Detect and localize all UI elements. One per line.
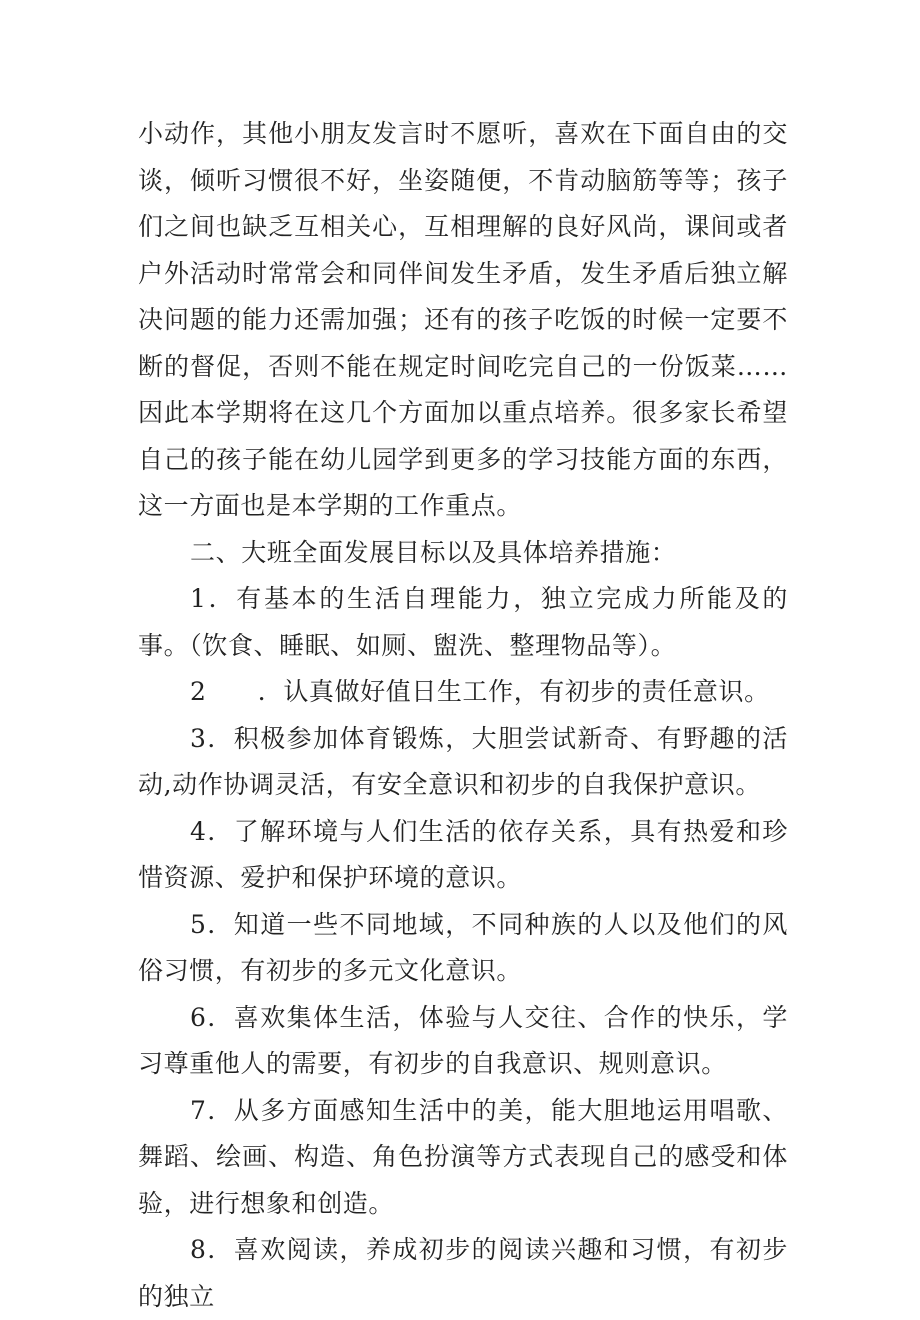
goal-number: 7 — [190, 1095, 207, 1125]
goal-number: 3 — [190, 723, 207, 753]
goal-text: ．有基本的生活自理能力，独立完成力所能及的事。（饮食、睡眠、如厕、盥洗、整理物品等）。 — [138, 584, 788, 660]
goal-text: ．了解环境与人们生活的依存关系，具有热爱和珍惜资源、爱护和保护环境的意识。 — [138, 816, 788, 892]
goal-number: 1 — [190, 584, 207, 613]
goal-number: 5 — [190, 909, 207, 939]
goal-number: 2 — [190, 677, 207, 706]
goal-number: 8 — [190, 1235, 207, 1264]
section-heading: 二、大班全面发展目标以及具体培养措施： — [190, 537, 677, 567]
goal-item-6 — [138, 995, 788, 1088]
goal-text: ．知道一些不同地域，不同种族的人以及他们的风俗习惯，有初步的多元文化意识。 — [138, 909, 788, 985]
goal-item-2 — [138, 669, 788, 716]
goal-text: ．从多方面感知生活中的美，能大胆地运用唱歌、舞蹈、绘画、构造、角色扮演等方式表现自己的感受和体验，进行想象和创造。 — [138, 1095, 788, 1218]
goal-number: 4 — [190, 816, 207, 846]
goal-text: ．喜欢集体生活，体验与人交往、合作的快乐，学习尊重他人的需要，有初步的自我意识、规则意识。 — [138, 1002, 788, 1078]
goal-item-7 — [138, 1088, 788, 1228]
goal-item-8 — [138, 1227, 788, 1320]
goal-text: ．认真做好值日生工作，有初步的责任意识。 — [206, 677, 770, 706]
goal-text: ．喜欢阅读，养成初步的阅读兴趣和习惯，有初步的独立 — [138, 1235, 788, 1311]
goal-number: 6 — [190, 1002, 207, 1032]
goal-item-1 — [138, 576, 788, 669]
intro-paragraph: 小动作，其他小朋友发言时不愿听，喜欢在下面自由的交谈，倾听习惯很不好，坐姿随便，不肯动脑筋等等；孩子们之间也缺乏互相关心，互相理解的良好风尚，课间或者户外活动时常常会和同伴间发生矛盾，发生矛盾后独立解决问题的能力还需加强；还有的孩子吃饭的时候一定要不断的督促，否则不能在规定时间吃完自己的一份饭菜……因此本学期将在这几个方面加以重点培养。很多家长希望自己的孩子能在幼儿园学到更多的学习技能方面的东西，这一方面也是本学期的工作重点。 — [138, 119, 788, 520]
goal-text: ．积极参加体育锻炼，大胆尝试新奇、有野趣的活动,动作协调灵活，有安全意识和初步的自我保护意识。 — [138, 723, 788, 799]
goal-item-3 — [138, 716, 788, 809]
goal-item-4 — [138, 809, 788, 902]
body-text — [138, 111, 788, 1320]
goal-item-5 — [138, 902, 788, 995]
